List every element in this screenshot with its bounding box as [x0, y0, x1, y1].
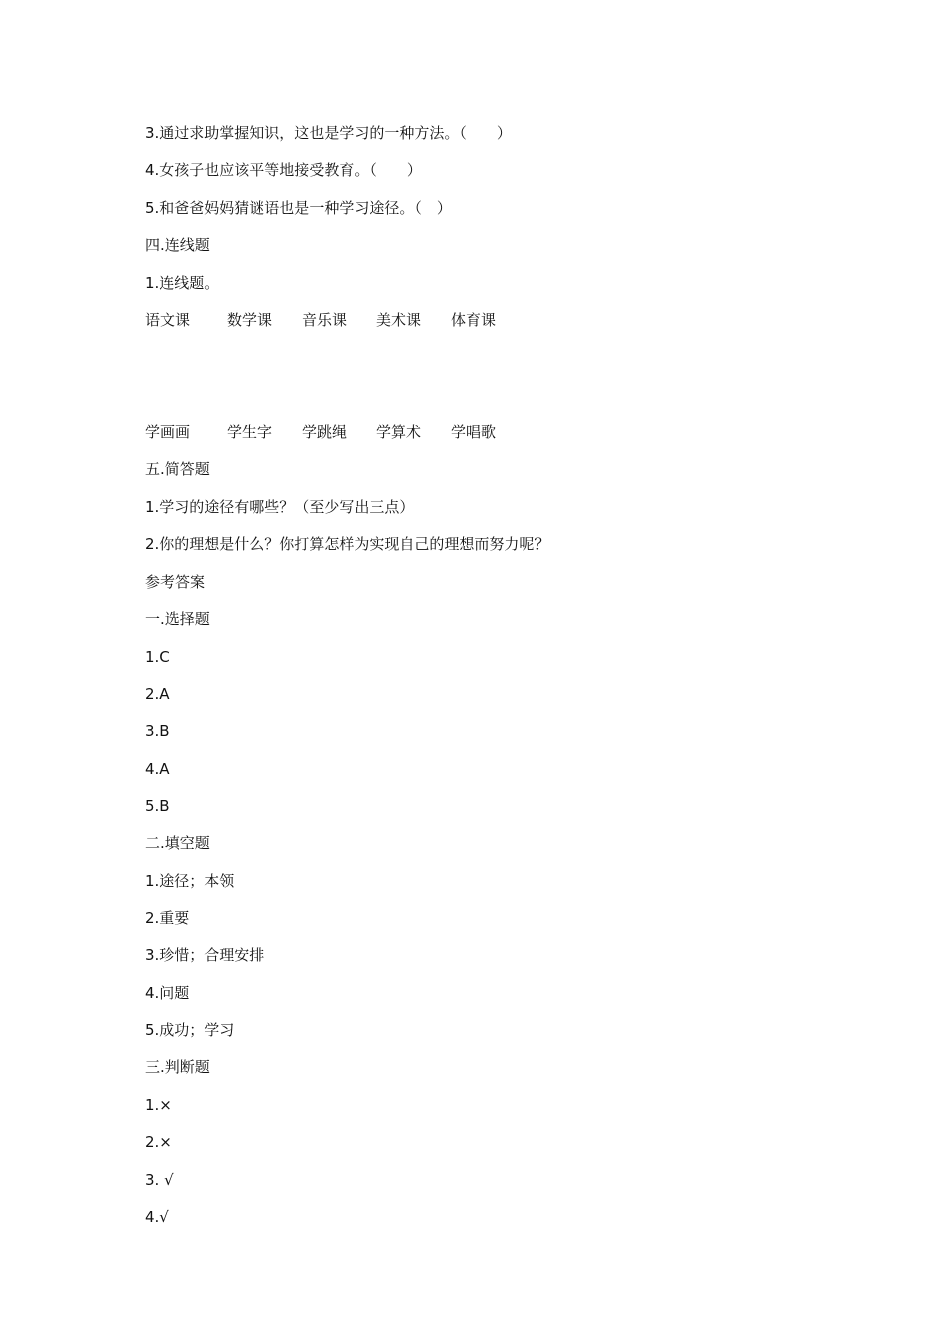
answers-section-judge-title: 三.判断题 [145, 1058, 210, 1076]
matching-top-item: 音乐课 [302, 311, 348, 329]
matching-top-item: 语文课 [145, 311, 191, 329]
answer-fill-3: 3.珍惜；合理安排 [145, 946, 265, 964]
answers-section-fill-title: 二.填空题 [145, 834, 210, 852]
answer-fill-5: 5.成功；学习 [145, 1021, 235, 1039]
matching-top-item: 体育课 [451, 311, 497, 329]
answer-choice-4: 4.A [145, 760, 170, 778]
answer-fill-1: 1.途径；本领 [145, 872, 235, 890]
matching-top-item: 数学课 [227, 311, 273, 329]
answer-choice-3: 3.B [145, 722, 170, 740]
answer-judge-3: 3. √ [145, 1171, 174, 1189]
answers-title: 参考答案 [145, 573, 206, 591]
matching-question-1: 1.连线题。 [145, 274, 220, 292]
matching-bottom-item: 学算术 [376, 423, 422, 441]
judge-question-3: 3.通过求助掌握知识，这也是学习的一种方法。（ ） [145, 124, 512, 142]
answer-fill-4: 4.问题 [145, 984, 190, 1002]
matching-bottom-item: 学唱歌 [451, 423, 497, 441]
answer-judge-2: 2.× [145, 1133, 172, 1151]
answer-choice-5: 5.B [145, 797, 170, 815]
answer-judge-4: 4.√ [145, 1208, 169, 1226]
short-question-1: 1.学习的途径有哪些？（至少写出三点） [145, 498, 415, 516]
judge-question-5: 5.和爸爸妈妈猜谜语也是一种学习途径。（ ） [145, 199, 452, 217]
matching-bottom-row [145, 422, 645, 442]
matching-top-row [145, 310, 645, 330]
answer-fill-2: 2.重要 [145, 909, 190, 927]
answer-judge-1: 1.× [145, 1096, 172, 1114]
answer-choice-1: 1.C [145, 648, 170, 666]
answer-choice-2: 2.A [145, 685, 170, 703]
matching-bottom-item: 学画画 [145, 423, 191, 441]
matching-top-item: 美术课 [376, 311, 422, 329]
section-title-matching: 四.连线题 [145, 236, 210, 254]
judge-question-4: 4.女孩子也应该平等地接受教育。（ ） [145, 161, 422, 179]
section-title-short-answer: 五.简答题 [145, 460, 210, 478]
matching-bottom-item: 学跳绳 [302, 423, 348, 441]
short-question-2: 2.你的理想是什么？你打算怎样为实现自己的理想而努力呢？ [145, 535, 550, 553]
matching-bottom-item: 学生字 [227, 423, 273, 441]
answers-section-choice-title: 一.选择题 [145, 610, 210, 628]
